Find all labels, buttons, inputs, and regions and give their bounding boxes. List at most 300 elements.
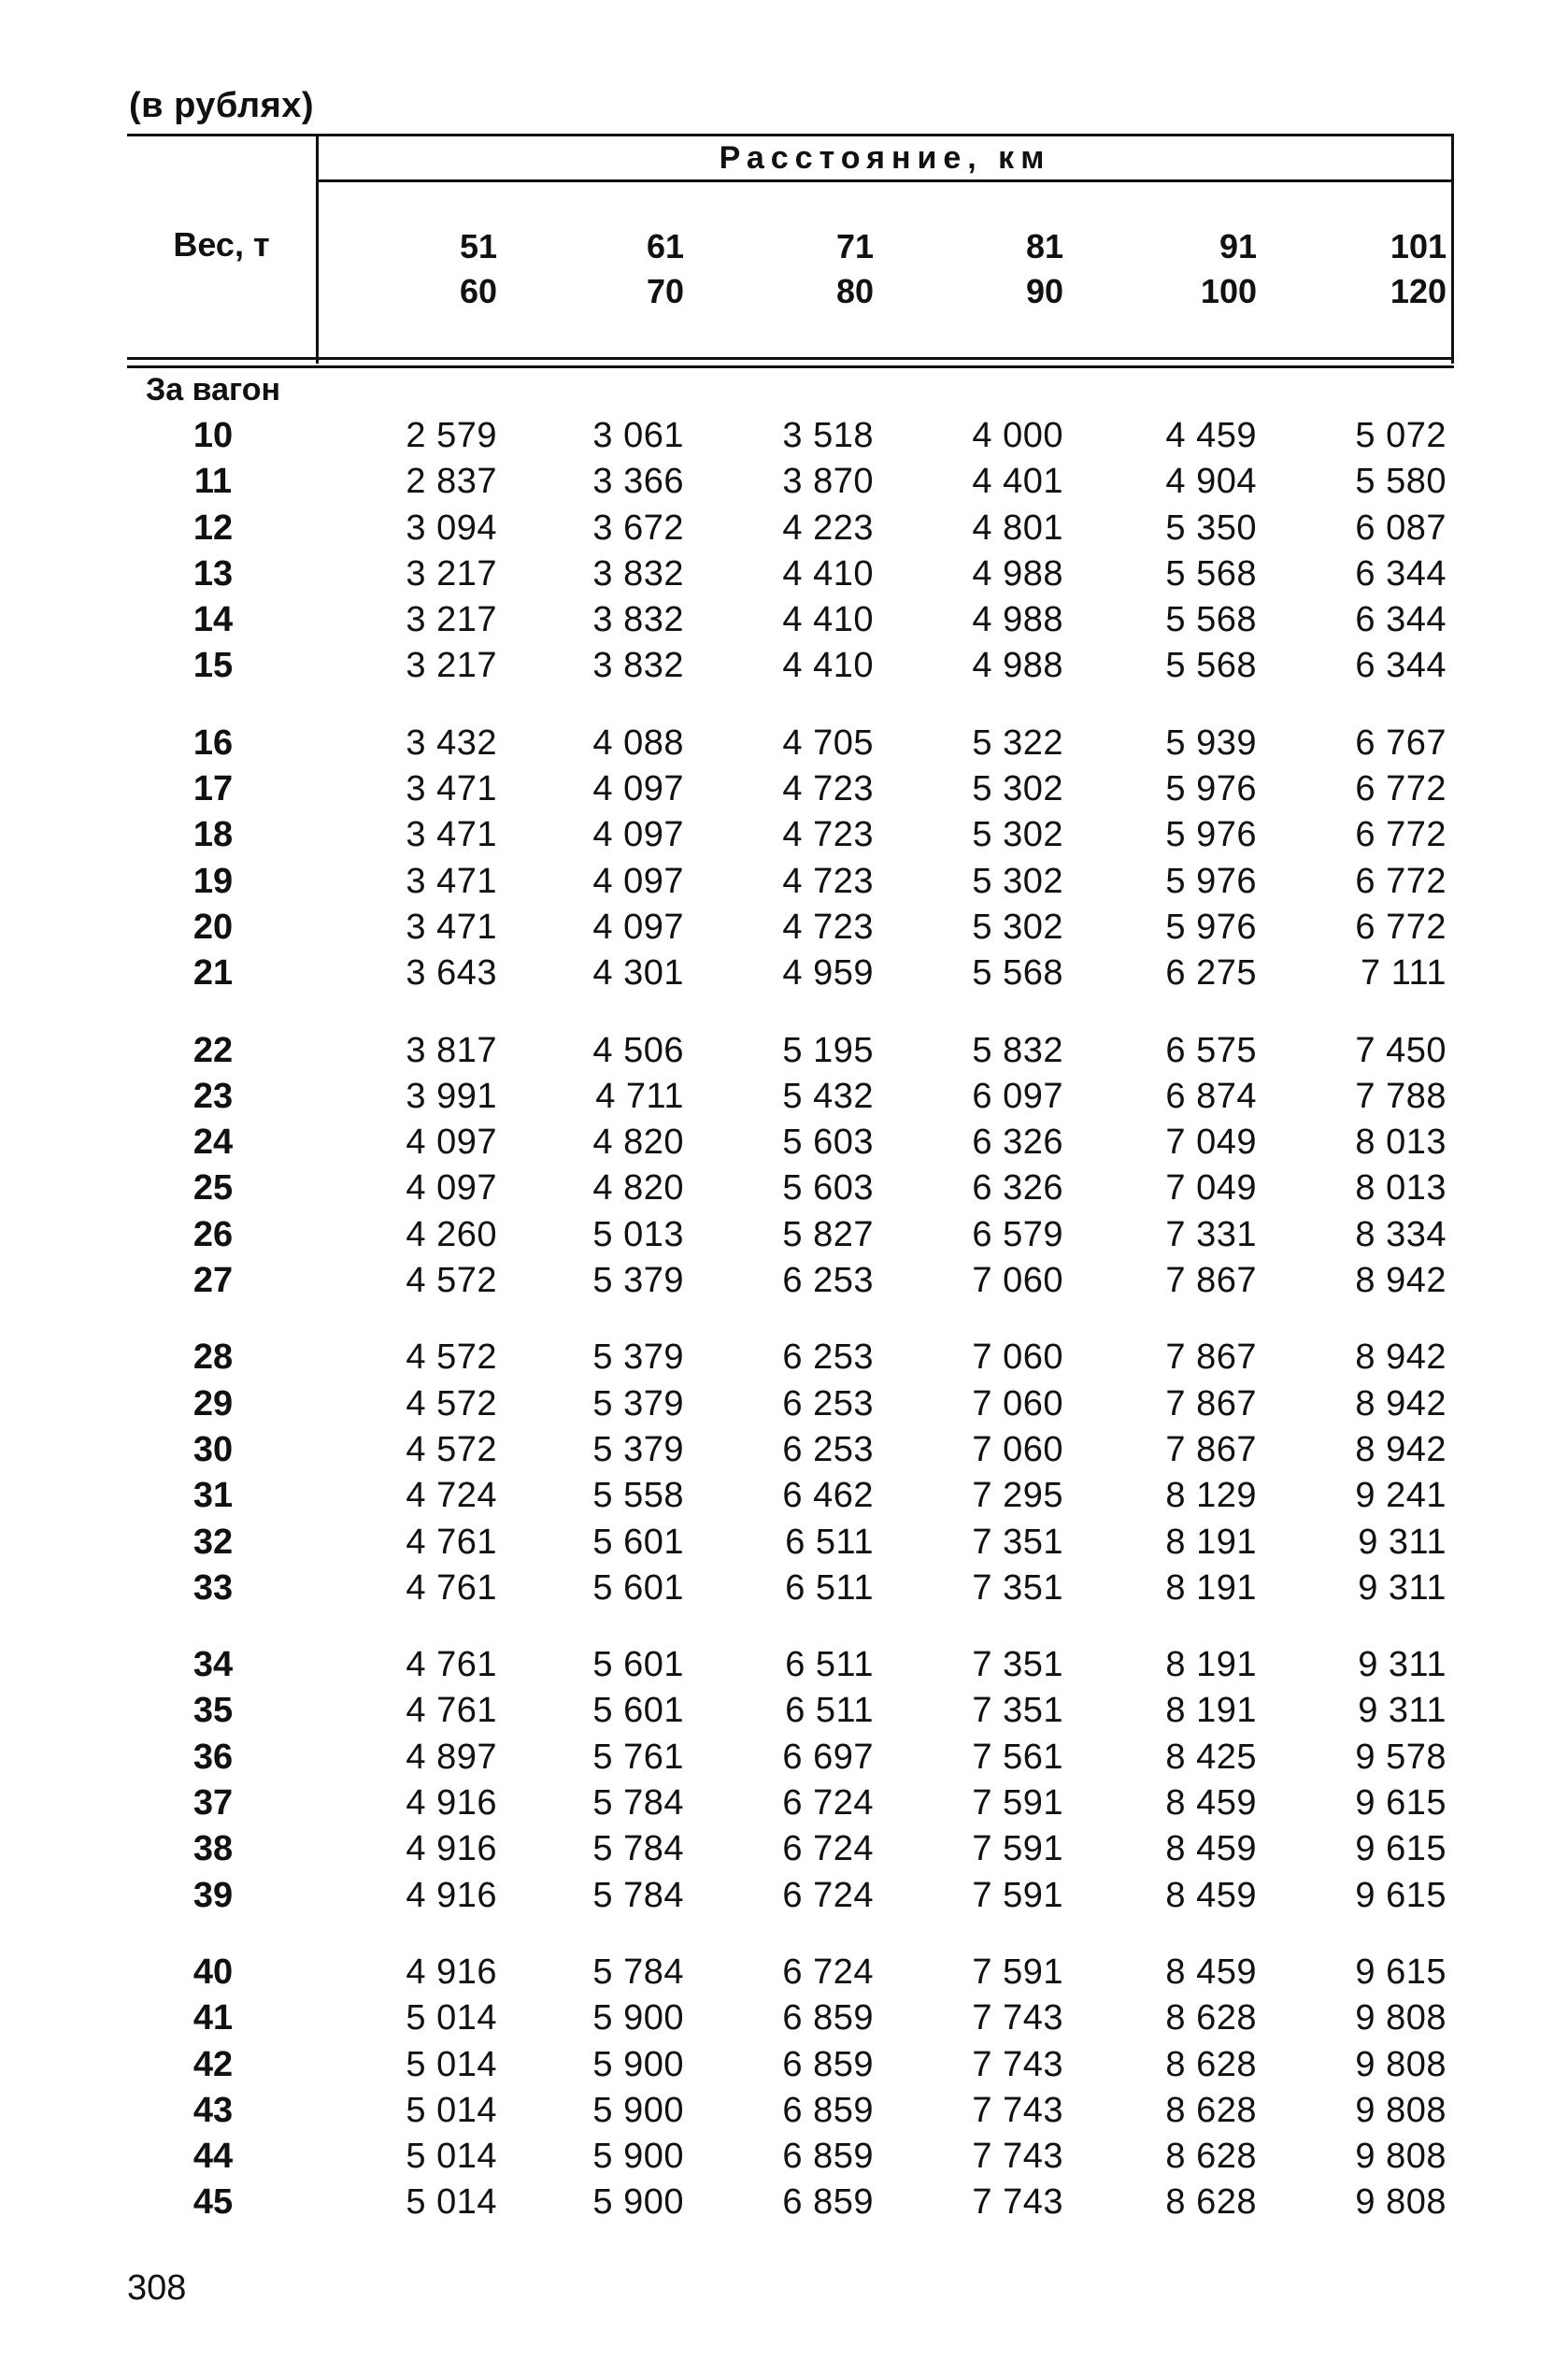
tariff-cell: 4 959 <box>782 953 874 994</box>
tariff-cell: 4 761 <box>406 1522 497 1562</box>
tariff-cell: 6 344 <box>1355 600 1447 640</box>
tariff-cell: 8 942 <box>1355 1429 1447 1469</box>
tariff-cell: 8 334 <box>1355 1214 1447 1254</box>
tariff-cell: 7 743 <box>972 2044 1063 2084</box>
tariff-cell: 7 049 <box>1165 1168 1257 1208</box>
tariff-cell: 8 191 <box>1165 1645 1257 1685</box>
tariff-cell: 4 724 <box>406 1476 497 1516</box>
weight-cell: 45 <box>192 2182 234 2223</box>
tariff-cell: 5 580 <box>1355 462 1447 502</box>
tariff-cell: 5 568 <box>972 953 1063 994</box>
tariff-cell: 5 379 <box>592 1429 684 1469</box>
tariff-cell: 5 379 <box>592 1383 684 1423</box>
weight-cell: 30 <box>192 1429 234 1469</box>
tariff-cell: 5 302 <box>972 907 1063 947</box>
tariff-cell: 5 195 <box>782 1030 874 1070</box>
tariff-cell: 3 672 <box>592 508 684 548</box>
weight-cell: 32 <box>192 1522 234 1562</box>
tariff-cell: 3 432 <box>406 722 497 763</box>
tariff-cell: 6 772 <box>1355 861 1447 901</box>
tariff-cell: 7 450 <box>1355 1030 1447 1070</box>
tariff-cell: 3 817 <box>406 1030 497 1070</box>
weight-cell: 33 <box>192 1567 234 1608</box>
tariff-cell: 8 129 <box>1165 1476 1257 1516</box>
distance-to: 80 <box>835 272 874 310</box>
distance-to: 60 <box>459 272 497 310</box>
tariff-cell: 9 241 <box>1355 1476 1447 1516</box>
table-row <box>0 859 1568 905</box>
table-row <box>0 551 1568 597</box>
weight-cell: 37 <box>192 1783 234 1823</box>
tariff-cell: 4 097 <box>592 907 684 947</box>
tariff-cell: 6 253 <box>782 1429 874 1469</box>
tariff-cell: 5 558 <box>592 1476 684 1516</box>
table-row <box>0 1642 1568 1688</box>
tariff-cell: 4 723 <box>782 769 874 809</box>
tariff-cell: 3 471 <box>406 769 497 809</box>
weight-cell: 10 <box>192 416 234 455</box>
tariff-cell: 4 572 <box>406 1383 497 1423</box>
tariff-cell: 8 459 <box>1165 1829 1257 1869</box>
weight-cell: 21 <box>192 953 234 994</box>
distance-to: 120 <box>1390 272 1447 310</box>
weight-cell: 20 <box>192 907 234 947</box>
weight-cell: 42 <box>192 2044 234 2084</box>
table-row <box>0 1780 1568 1826</box>
weight-cell: 44 <box>192 2137 234 2177</box>
table-row <box>0 1688 1568 1734</box>
tariff-cell: 4 723 <box>782 815 874 855</box>
tariff-cell: 5 302 <box>972 861 1063 901</box>
tariff-cell: 5 832 <box>972 1030 1063 1070</box>
weight-cell: 25 <box>192 1168 234 1208</box>
tariff-cell: 4 801 <box>972 508 1063 548</box>
tariff-cell: 6 724 <box>782 1829 874 1869</box>
tariff-cell: 4 916 <box>406 1783 497 1823</box>
tariff-cell: 8 013 <box>1355 1168 1447 1208</box>
distance-column-header <box>553 224 684 314</box>
tariff-cell: 4 711 <box>595 1076 684 1116</box>
distance-header: Расстояние, км <box>719 140 1051 176</box>
tariff-cell: 5 784 <box>592 1829 684 1869</box>
weight-cell: 27 <box>192 1261 234 1301</box>
tariff-cell: 5 568 <box>1165 600 1257 640</box>
weight-cell: 16 <box>192 722 234 763</box>
distance-from: 61 <box>646 227 684 265</box>
tariff-cell: 6 253 <box>782 1337 874 1378</box>
header-bottom-rule-double <box>127 365 1454 368</box>
tariff-cell: 6 697 <box>782 1737 874 1777</box>
tariff-cell: 5 900 <box>592 2182 684 2223</box>
tariff-cell: 8 628 <box>1165 2044 1257 2084</box>
tariff-cell: 5 014 <box>406 2044 497 2084</box>
tariff-cell: 3 471 <box>406 907 497 947</box>
weight-header: Вес, т <box>173 225 270 264</box>
tariff-cell: 5 014 <box>406 2090 497 2130</box>
tariff-cell: 3 217 <box>406 646 497 686</box>
weight-cell: 19 <box>192 861 234 901</box>
tariff-cell: 5 976 <box>1165 907 1257 947</box>
tariff-cell: 8 942 <box>1355 1261 1447 1301</box>
distance-to: 90 <box>1025 272 1063 310</box>
weight-cell: 15 <box>192 646 234 686</box>
tariff-cell: 3 832 <box>592 646 684 686</box>
row-group <box>0 413 1568 690</box>
weight-cell: 31 <box>192 1476 234 1516</box>
weight-cell: 40 <box>192 1952 234 1992</box>
table-row <box>0 1028 1568 1074</box>
tariff-cell: 7 743 <box>972 2090 1063 2130</box>
tariff-cell: 4 410 <box>782 553 874 594</box>
tariff-cell: 5 014 <box>406 1998 497 2038</box>
tariff-cell: 5 784 <box>592 1875 684 1915</box>
tariff-cell: 9 615 <box>1355 1783 1447 1823</box>
weight-cell: 38 <box>192 1829 234 1869</box>
tariff-cell: 7 295 <box>972 1476 1063 1516</box>
tariff-cell: 5 322 <box>972 722 1063 763</box>
table-row <box>0 1212 1568 1258</box>
tariff-cell: 3 217 <box>406 553 497 594</box>
tariff-cell: 4 723 <box>782 861 874 901</box>
table-row <box>0 1074 1568 1120</box>
unit-note: (в рублях) <box>129 86 315 125</box>
distance-from: 51 <box>459 227 497 265</box>
tariff-cell: 8 191 <box>1165 1567 1257 1608</box>
tariff-cell: 6 772 <box>1355 769 1447 809</box>
tariff-cell: 5 900 <box>592 1998 684 2038</box>
tariff-cell: 5 976 <box>1165 861 1257 901</box>
tariff-cell: 8 191 <box>1165 1691 1257 1731</box>
tariff-cell: 6 579 <box>972 1214 1063 1254</box>
distance-from: 91 <box>1219 227 1257 265</box>
weight-cell: 39 <box>192 1875 234 1915</box>
tariff-cell: 3 471 <box>406 861 497 901</box>
tariff-cell: 4 572 <box>406 1337 497 1378</box>
tariff-cell: 8 942 <box>1355 1337 1447 1378</box>
tariff-cell: 5 900 <box>592 2044 684 2084</box>
tariff-cell: 5 601 <box>592 1522 684 1562</box>
tariff-cell: 6 462 <box>782 1476 874 1516</box>
tariff-cell: 6 767 <box>1355 722 1447 763</box>
tariff-cell: 7 111 <box>1361 953 1447 994</box>
tariff-cell: 5 568 <box>1165 553 1257 594</box>
tariff-cell: 6 859 <box>782 2090 874 2130</box>
tariff-cell: 2 579 <box>406 416 497 455</box>
tariff-cell: 8 628 <box>1165 1998 1257 2038</box>
tariff-cell: 4 916 <box>406 1875 497 1915</box>
tariff-cell: 3 094 <box>406 508 497 548</box>
weight-cell: 36 <box>192 1737 234 1777</box>
row-group <box>0 1335 1568 1611</box>
weight-cell: 34 <box>192 1645 234 1685</box>
tariff-cell: 6 511 <box>785 1645 874 1685</box>
tariff-cell: 4 988 <box>972 553 1063 594</box>
tariff-cell: 8 459 <box>1165 1875 1257 1915</box>
weight-cell: 29 <box>192 1383 234 1423</box>
table-row <box>0 1473 1568 1519</box>
tariff-cell: 7 351 <box>972 1522 1063 1562</box>
distance-column-header <box>933 224 1063 314</box>
tariff-cell: 4 410 <box>782 646 874 686</box>
tariff-cell: 5 350 <box>1165 508 1257 548</box>
tariff-cell: 5 784 <box>592 1783 684 1823</box>
tariff-cell: 5 014 <box>406 2182 497 2223</box>
tariff-cell: 6 724 <box>782 1875 874 1915</box>
tariff-cell: 7 867 <box>1165 1429 1257 1469</box>
tariff-cell: 6 326 <box>972 1123 1063 1163</box>
table-row <box>0 721 1568 766</box>
tariff-cell: 4 088 <box>592 722 684 763</box>
tariff-cell: 8 628 <box>1165 2182 1257 2223</box>
table-row <box>0 1427 1568 1473</box>
distance-from: 81 <box>1025 227 1063 265</box>
weight-cell: 26 <box>192 1214 234 1254</box>
tariff-cell: 5 603 <box>782 1123 874 1163</box>
tariff-cell: 4 097 <box>592 861 684 901</box>
tariff-cell: 6 326 <box>972 1168 1063 1208</box>
weight-cell: 13 <box>192 553 234 594</box>
tariff-cell: 7 743 <box>972 2137 1063 2177</box>
tariff-cell: 6 344 <box>1355 646 1447 686</box>
tariff-cell: 7 060 <box>972 1429 1063 1469</box>
distance-to: 100 <box>1200 272 1257 310</box>
table-row <box>0 2088 1568 2134</box>
tariff-cell: 7 331 <box>1165 1214 1257 1254</box>
tariff-cell: 5 601 <box>592 1645 684 1685</box>
page-number: 308 <box>127 2268 187 2308</box>
tariff-cell: 5 014 <box>406 2137 497 2177</box>
tariff-cell: 4 820 <box>592 1168 684 1208</box>
weight-cell: 17 <box>192 769 234 809</box>
row-group <box>0 1642 1568 1919</box>
tariff-cell: 4 897 <box>406 1737 497 1777</box>
tariff-cell: 5 601 <box>592 1691 684 1731</box>
tariff-cell: 4 097 <box>592 815 684 855</box>
tariff-cell: 4 761 <box>406 1691 497 1731</box>
tariff-cell: 7 743 <box>972 1998 1063 2038</box>
table-row <box>0 1166 1568 1211</box>
tariff-cell: 4 988 <box>972 646 1063 686</box>
tariff-cell: 3 518 <box>782 416 874 455</box>
tariff-cell: 4 223 <box>782 508 874 548</box>
tariff-cell: 9 808 <box>1355 2137 1447 2177</box>
tariff-cell: 5 603 <box>782 1168 874 1208</box>
tariff-cell: 4 410 <box>782 600 874 640</box>
section-label: За вагон <box>146 372 281 408</box>
header-bottom-rule <box>127 357 1454 360</box>
tariff-cell: 5 900 <box>592 2137 684 2177</box>
tariff-cell: 9 808 <box>1355 2090 1447 2130</box>
tariff-table-body <box>0 413 1568 2226</box>
tariff-cell: 6 724 <box>782 1783 874 1823</box>
distance-to: 70 <box>646 272 684 310</box>
tariff-cell: 8 628 <box>1165 2137 1257 2177</box>
tariff-cell: 9 311 <box>1358 1645 1447 1685</box>
tariff-cell: 5 013 <box>592 1214 684 1254</box>
table-row <box>0 951 1568 996</box>
table-row <box>0 1950 1568 1995</box>
row-group <box>0 721 1568 997</box>
table-row <box>0 643 1568 689</box>
tariff-cell: 9 311 <box>1358 1522 1447 1562</box>
distance-from: 101 <box>1390 227 1447 265</box>
tariff-cell: 4 761 <box>406 1567 497 1608</box>
tariff-cell: 8 459 <box>1165 1783 1257 1823</box>
tariff-cell: 4 820 <box>592 1123 684 1163</box>
tariff-cell: 6 511 <box>785 1522 874 1562</box>
tariff-cell: 7 060 <box>972 1261 1063 1301</box>
tariff-cell: 5 827 <box>782 1214 874 1254</box>
weight-cell: 22 <box>192 1030 234 1070</box>
tariff-cell: 4 916 <box>406 1952 497 1992</box>
tariff-cell: 8 425 <box>1165 1737 1257 1777</box>
tariff-cell: 4 000 <box>972 416 1063 455</box>
tariff-cell: 3 832 <box>592 553 684 594</box>
tariff-cell: 6 772 <box>1355 815 1447 855</box>
tariff-cell: 3 832 <box>592 600 684 640</box>
table-row <box>0 905 1568 951</box>
tariff-cell: 3 061 <box>592 416 684 455</box>
tariff-cell: 6 859 <box>782 2182 874 2223</box>
weight-cell: 24 <box>192 1123 234 1163</box>
tariff-cell: 5 379 <box>592 1337 684 1378</box>
distance-column-header <box>366 224 497 314</box>
tariff-cell: 6 253 <box>782 1383 874 1423</box>
tariff-cell: 9 615 <box>1355 1875 1447 1915</box>
tariff-cell: 9 808 <box>1355 2182 1447 2223</box>
table-row <box>0 1258 1568 1304</box>
table-row <box>0 1566 1568 1611</box>
tariff-cell: 5 784 <box>592 1952 684 1992</box>
table-row <box>0 2134 1568 2180</box>
tariff-cell: 6 772 <box>1355 907 1447 947</box>
table-row <box>0 1995 1568 2041</box>
tariff-cell: 8 013 <box>1355 1123 1447 1163</box>
distance-column-header <box>1126 224 1257 314</box>
table-row <box>0 1335 1568 1380</box>
tariff-cell: 7 561 <box>972 1737 1063 1777</box>
weight-cell: 12 <box>192 508 234 548</box>
tariff-cell: 4 097 <box>406 1123 497 1163</box>
tariff-cell: 7 867 <box>1165 1337 1257 1378</box>
table-row <box>0 766 1568 812</box>
tariff-cell: 4 761 <box>406 1645 497 1685</box>
tariff-cell: 5 379 <box>592 1261 684 1301</box>
tariff-cell: 6 859 <box>782 2044 874 2084</box>
tariff-cell: 9 311 <box>1358 1567 1447 1608</box>
tariff-cell: 4 572 <box>406 1261 497 1301</box>
tariff-cell: 8 628 <box>1165 2090 1257 2130</box>
tariff-cell: 8 191 <box>1165 1522 1257 1562</box>
table-row <box>0 1520 1568 1566</box>
tariff-cell: 5 976 <box>1165 815 1257 855</box>
table-row <box>0 2042 1568 2088</box>
tariff-cell: 5 761 <box>592 1737 684 1777</box>
tariff-cell: 7 743 <box>972 2182 1063 2223</box>
tariff-cell: 4 904 <box>1165 462 1257 502</box>
tariff-cell: 4 260 <box>406 1214 497 1254</box>
table-row <box>0 597 1568 643</box>
weight-cell: 11 <box>193 462 233 502</box>
tariff-cell: 4 097 <box>592 769 684 809</box>
tariff-cell: 7 351 <box>972 1567 1063 1608</box>
tariff-cell: 6 874 <box>1165 1076 1257 1116</box>
tariff-cell: 9 808 <box>1355 2044 1447 2084</box>
tariff-cell: 6 511 <box>785 1691 874 1731</box>
tariff-cell: 7 351 <box>972 1691 1063 1731</box>
tariff-cell: 3 643 <box>406 953 497 994</box>
weight-cell: 35 <box>192 1691 234 1731</box>
tariff-cell: 4 723 <box>782 907 874 947</box>
tariff-cell: 7 867 <box>1165 1383 1257 1423</box>
tariff-cell: 7 060 <box>972 1337 1063 1378</box>
tariff-cell: 4 572 <box>406 1429 497 1469</box>
distance-column-header <box>743 224 874 314</box>
tariff-cell: 6 724 <box>782 1952 874 1992</box>
distance-column-header <box>1316 224 1447 314</box>
tariff-cell: 5 432 <box>782 1076 874 1116</box>
weight-cell: 28 <box>192 1337 234 1378</box>
tariff-cell: 7 049 <box>1165 1123 1257 1163</box>
tariff-cell: 6 087 <box>1355 508 1447 548</box>
tariff-cell: 4 506 <box>592 1030 684 1070</box>
tariff-cell: 6 575 <box>1165 1030 1257 1070</box>
tariff-cell: 5 900 <box>592 2090 684 2130</box>
header-right-rule <box>1451 134 1454 364</box>
weight-cell: 18 <box>192 815 234 855</box>
tariff-cell: 9 615 <box>1355 1829 1447 1869</box>
tariff-cell: 3 471 <box>406 815 497 855</box>
tariff-cell: 3 991 <box>406 1076 497 1116</box>
tariff-cell: 7 591 <box>972 1829 1063 1869</box>
table-row <box>0 1873 1568 1919</box>
tariff-cell: 4 301 <box>592 953 684 994</box>
weight-cell: 41 <box>192 1998 234 2038</box>
tariff-cell: 4 097 <box>406 1168 497 1208</box>
distance-from: 71 <box>835 227 874 265</box>
tariff-cell: 8 942 <box>1355 1383 1447 1423</box>
tariff-cell: 5 976 <box>1165 769 1257 809</box>
row-group <box>0 1028 1568 1305</box>
tariff-cell: 3 217 <box>406 600 497 640</box>
distance-title-rule <box>316 179 1454 182</box>
tariff-cell: 2 837 <box>406 462 497 502</box>
tariff-cell: 5 072 <box>1355 416 1447 455</box>
tariff-cell: 7 591 <box>972 1783 1063 1823</box>
tariff-cell: 5 568 <box>1165 646 1257 686</box>
table-row <box>0 1381 1568 1427</box>
tariff-cell: 3 870 <box>782 462 874 502</box>
tariff-cell: 4 988 <box>972 600 1063 640</box>
table-row <box>0 812 1568 858</box>
tariff-cell: 9 808 <box>1355 1998 1447 2038</box>
row-group <box>0 1950 1568 2226</box>
tariff-cell: 7 591 <box>972 1952 1063 1992</box>
tariff-cell: 9 615 <box>1355 1952 1447 1992</box>
tariff-cell: 6 859 <box>782 2137 874 2177</box>
tariff-cell: 7 060 <box>972 1383 1063 1423</box>
tariff-cell: 7 788 <box>1355 1076 1447 1116</box>
tariff-cell: 4 401 <box>972 462 1063 502</box>
tariff-cell: 7 867 <box>1165 1261 1257 1301</box>
table-row <box>0 1120 1568 1166</box>
tariff-cell: 4 705 <box>782 722 874 763</box>
tariff-cell: 8 459 <box>1165 1952 1257 1992</box>
weight-cell: 43 <box>192 2090 234 2130</box>
table-row <box>0 2180 1568 2225</box>
weight-cell: 23 <box>192 1076 234 1116</box>
table-row <box>0 1826 1568 1872</box>
